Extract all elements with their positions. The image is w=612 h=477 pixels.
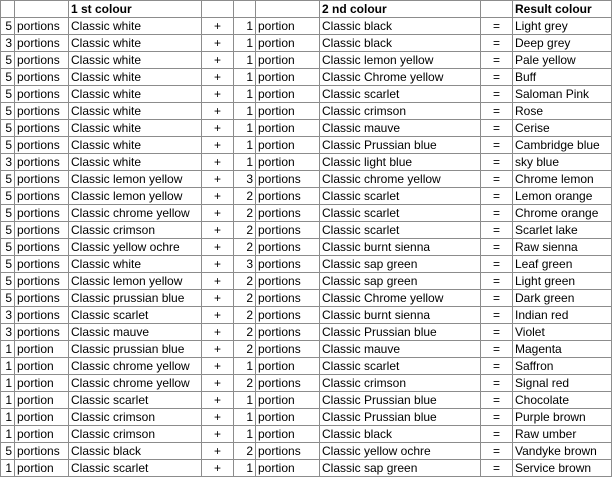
count-1-cell: 5 bbox=[1, 188, 15, 205]
result-colour-cell: Cerise bbox=[513, 120, 612, 137]
count-1-cell: 3 bbox=[1, 324, 15, 341]
second-colour-cell: Classic crimson bbox=[320, 103, 481, 120]
count-2-cell: 2 bbox=[234, 375, 256, 392]
table-row bbox=[1, 18, 612, 35]
plus-sign-cell: + bbox=[202, 239, 234, 256]
unit-1-cell: portions bbox=[15, 239, 69, 256]
plus-sign-cell: + bbox=[202, 154, 234, 171]
second-colour-cell: Classic burnt sienna bbox=[320, 307, 481, 324]
plus-sign-cell: + bbox=[202, 290, 234, 307]
first-colour-cell: Classic white bbox=[69, 103, 202, 120]
first-colour-cell: Classic white bbox=[69, 52, 202, 69]
equals-sign-cell: = bbox=[481, 171, 513, 188]
header-plus bbox=[202, 1, 234, 18]
second-colour-cell: Classic black bbox=[320, 426, 481, 443]
equals-sign-cell: = bbox=[481, 120, 513, 137]
unit-1-cell: portions bbox=[15, 307, 69, 324]
count-1-cell: 1 bbox=[1, 358, 15, 375]
result-colour-cell: Vandyke brown bbox=[513, 443, 612, 460]
unit-1-cell: portion bbox=[15, 460, 69, 477]
unit-1-cell: portions bbox=[15, 120, 69, 137]
table-row bbox=[1, 222, 612, 239]
header-second-colour: 2 nd colour bbox=[320, 1, 481, 18]
count-2-cell: 2 bbox=[234, 239, 256, 256]
result-colour-cell: Rose bbox=[513, 103, 612, 120]
unit-2-cell: portion bbox=[256, 426, 320, 443]
header-count-1 bbox=[1, 1, 15, 18]
header-row bbox=[1, 1, 612, 18]
second-colour-cell: Classic scarlet bbox=[320, 358, 481, 375]
count-1-cell: 5 bbox=[1, 86, 15, 103]
result-colour-cell: Service brown bbox=[513, 460, 612, 477]
first-colour-cell: Classic crimson bbox=[69, 222, 202, 239]
first-colour-cell: Classic crimson bbox=[69, 426, 202, 443]
first-colour-cell: Classic white bbox=[69, 86, 202, 103]
first-colour-cell: Classic white bbox=[69, 154, 202, 171]
equals-sign-cell: = bbox=[481, 324, 513, 341]
count-1-cell: 5 bbox=[1, 137, 15, 154]
count-1-cell: 5 bbox=[1, 69, 15, 86]
plus-sign-cell: + bbox=[202, 188, 234, 205]
unit-1-cell: portions bbox=[15, 443, 69, 460]
table-row bbox=[1, 358, 612, 375]
equals-sign-cell: = bbox=[481, 307, 513, 324]
unit-1-cell: portion bbox=[15, 341, 69, 358]
second-colour-cell: Classic sap green bbox=[320, 460, 481, 477]
result-colour-cell: Scarlet lake bbox=[513, 222, 612, 239]
count-2-cell: 1 bbox=[234, 358, 256, 375]
plus-sign-cell: + bbox=[202, 460, 234, 477]
plus-sign-cell: + bbox=[202, 69, 234, 86]
table-row bbox=[1, 137, 612, 154]
unit-2-cell: portions bbox=[256, 188, 320, 205]
second-colour-cell: Classic lemon yellow bbox=[320, 52, 481, 69]
plus-sign-cell: + bbox=[202, 273, 234, 290]
table-row bbox=[1, 239, 612, 256]
second-colour-cell: Classic light blue bbox=[320, 154, 481, 171]
table-row bbox=[1, 443, 612, 460]
plus-sign-cell: + bbox=[202, 256, 234, 273]
equals-sign-cell: = bbox=[481, 375, 513, 392]
result-colour-cell: sky blue bbox=[513, 154, 612, 171]
first-colour-cell: Classic white bbox=[69, 256, 202, 273]
unit-1-cell: portion bbox=[15, 392, 69, 409]
count-1-cell: 1 bbox=[1, 460, 15, 477]
second-colour-cell: Classic scarlet bbox=[320, 222, 481, 239]
header-equals bbox=[481, 1, 513, 18]
plus-sign-cell: + bbox=[202, 171, 234, 188]
equals-sign-cell: = bbox=[481, 341, 513, 358]
unit-1-cell: portions bbox=[15, 137, 69, 154]
count-1-cell: 5 bbox=[1, 205, 15, 222]
count-1-cell: 1 bbox=[1, 392, 15, 409]
first-colour-cell: Classic white bbox=[69, 137, 202, 154]
unit-2-cell: portion bbox=[256, 52, 320, 69]
count-1-cell: 5 bbox=[1, 239, 15, 256]
count-1-cell: 5 bbox=[1, 256, 15, 273]
table-row bbox=[1, 409, 612, 426]
count-2-cell: 1 bbox=[234, 69, 256, 86]
result-colour-cell: Saffron bbox=[513, 358, 612, 375]
first-colour-cell: Classic chrome yellow bbox=[69, 375, 202, 392]
table-row bbox=[1, 86, 612, 103]
table-row bbox=[1, 290, 612, 307]
count-2-cell: 1 bbox=[234, 460, 256, 477]
count-2-cell: 2 bbox=[234, 188, 256, 205]
second-colour-cell: Classic mauve bbox=[320, 120, 481, 137]
table-row bbox=[1, 205, 612, 222]
count-1-cell: 5 bbox=[1, 120, 15, 137]
second-colour-cell: Classic sap green bbox=[320, 256, 481, 273]
count-2-cell: 1 bbox=[234, 137, 256, 154]
table-row bbox=[1, 188, 612, 205]
count-2-cell: 1 bbox=[234, 392, 256, 409]
equals-sign-cell: = bbox=[481, 52, 513, 69]
unit-1-cell: portions bbox=[15, 188, 69, 205]
plus-sign-cell: + bbox=[202, 375, 234, 392]
plus-sign-cell: + bbox=[202, 341, 234, 358]
unit-2-cell: portions bbox=[256, 375, 320, 392]
result-colour-cell: Buff bbox=[513, 69, 612, 86]
result-colour-cell: Purple brown bbox=[513, 409, 612, 426]
unit-2-cell: portion bbox=[256, 137, 320, 154]
first-colour-cell: Classic crimson bbox=[69, 409, 202, 426]
first-colour-cell: Classic white bbox=[69, 69, 202, 86]
count-1-cell: 5 bbox=[1, 222, 15, 239]
equals-sign-cell: = bbox=[481, 426, 513, 443]
count-1-cell: 1 bbox=[1, 375, 15, 392]
first-colour-cell: Classic white bbox=[69, 35, 202, 52]
equals-sign-cell: = bbox=[481, 18, 513, 35]
unit-2-cell: portions bbox=[256, 205, 320, 222]
count-1-cell: 5 bbox=[1, 103, 15, 120]
table-row bbox=[1, 460, 612, 477]
plus-sign-cell: + bbox=[202, 358, 234, 375]
second-colour-cell: Classic Chrome yellow bbox=[320, 290, 481, 307]
unit-1-cell: portion bbox=[15, 426, 69, 443]
unit-2-cell: portion bbox=[256, 460, 320, 477]
count-1-cell: 5 bbox=[1, 290, 15, 307]
count-2-cell: 2 bbox=[234, 307, 256, 324]
unit-2-cell: portions bbox=[256, 256, 320, 273]
unit-2-cell: portions bbox=[256, 171, 320, 188]
equals-sign-cell: = bbox=[481, 205, 513, 222]
plus-sign-cell: + bbox=[202, 18, 234, 35]
count-2-cell: 1 bbox=[234, 409, 256, 426]
unit-2-cell: portion bbox=[256, 103, 320, 120]
equals-sign-cell: = bbox=[481, 256, 513, 273]
unit-1-cell: portions bbox=[15, 290, 69, 307]
count-2-cell: 3 bbox=[234, 171, 256, 188]
count-1-cell: 1 bbox=[1, 409, 15, 426]
count-1-cell: 3 bbox=[1, 154, 15, 171]
header-unit-2 bbox=[256, 1, 320, 18]
plus-sign-cell: + bbox=[202, 443, 234, 460]
first-colour-cell: Classic lemon yellow bbox=[69, 273, 202, 290]
result-colour-cell: Lemon orange bbox=[513, 188, 612, 205]
unit-2-cell: portions bbox=[256, 443, 320, 460]
count-1-cell: 5 bbox=[1, 443, 15, 460]
second-colour-cell: Classic Prussian blue bbox=[320, 409, 481, 426]
table-row bbox=[1, 171, 612, 188]
second-colour-cell: Classic burnt sienna bbox=[320, 239, 481, 256]
unit-2-cell: portion bbox=[256, 409, 320, 426]
table-row bbox=[1, 426, 612, 443]
second-colour-cell: Classic Prussian blue bbox=[320, 324, 481, 341]
result-colour-cell: Raw sienna bbox=[513, 239, 612, 256]
unit-1-cell: portions bbox=[15, 86, 69, 103]
unit-1-cell: portions bbox=[15, 205, 69, 222]
unit-1-cell: portion bbox=[15, 358, 69, 375]
first-colour-cell: Classic mauve bbox=[69, 324, 202, 341]
header-first-colour: 1 st colour bbox=[69, 1, 202, 18]
first-colour-cell: Classic scarlet bbox=[69, 460, 202, 477]
result-colour-cell: Chrome orange bbox=[513, 205, 612, 222]
result-colour-cell: Raw umber bbox=[513, 426, 612, 443]
plus-sign-cell: + bbox=[202, 35, 234, 52]
unit-2-cell: portions bbox=[256, 307, 320, 324]
second-colour-cell: Classic mauve bbox=[320, 341, 481, 358]
plus-sign-cell: + bbox=[202, 324, 234, 341]
count-1-cell: 5 bbox=[1, 52, 15, 69]
unit-1-cell: portions bbox=[15, 222, 69, 239]
plus-sign-cell: + bbox=[202, 120, 234, 137]
result-colour-cell: Deep grey bbox=[513, 35, 612, 52]
unit-1-cell: portions bbox=[15, 273, 69, 290]
count-2-cell: 2 bbox=[234, 324, 256, 341]
plus-sign-cell: + bbox=[202, 222, 234, 239]
table-row bbox=[1, 341, 612, 358]
unit-1-cell: portions bbox=[15, 69, 69, 86]
second-colour-cell: Classic chrome yellow bbox=[320, 171, 481, 188]
result-colour-cell: Violet bbox=[513, 324, 612, 341]
table-row bbox=[1, 120, 612, 137]
unit-1-cell: portions bbox=[15, 324, 69, 341]
table-row bbox=[1, 256, 612, 273]
count-1-cell: 5 bbox=[1, 18, 15, 35]
result-colour-cell: Chrome lemon bbox=[513, 171, 612, 188]
equals-sign-cell: = bbox=[481, 35, 513, 52]
table-body bbox=[1, 18, 612, 477]
first-colour-cell: Classic yellow ochre bbox=[69, 239, 202, 256]
count-2-cell: 2 bbox=[234, 273, 256, 290]
count-1-cell: 3 bbox=[1, 307, 15, 324]
table-row bbox=[1, 35, 612, 52]
count-1-cell: 1 bbox=[1, 426, 15, 443]
count-1-cell: 5 bbox=[1, 273, 15, 290]
result-colour-cell: Signal red bbox=[513, 375, 612, 392]
second-colour-cell: Classic Prussian blue bbox=[320, 137, 481, 154]
unit-2-cell: portion bbox=[256, 358, 320, 375]
count-2-cell: 1 bbox=[234, 52, 256, 69]
equals-sign-cell: = bbox=[481, 137, 513, 154]
result-colour-cell: Indian red bbox=[513, 307, 612, 324]
unit-2-cell: portions bbox=[256, 341, 320, 358]
second-colour-cell: Classic sap green bbox=[320, 273, 481, 290]
first-colour-cell: Classic white bbox=[69, 120, 202, 137]
first-colour-cell: Classic lemon yellow bbox=[69, 171, 202, 188]
unit-1-cell: portions bbox=[15, 103, 69, 120]
table-row bbox=[1, 307, 612, 324]
equals-sign-cell: = bbox=[481, 103, 513, 120]
unit-2-cell: portion bbox=[256, 35, 320, 52]
plus-sign-cell: + bbox=[202, 86, 234, 103]
result-colour-cell: Light green bbox=[513, 273, 612, 290]
count-2-cell: 1 bbox=[234, 120, 256, 137]
table-row bbox=[1, 154, 612, 171]
table-row bbox=[1, 392, 612, 409]
result-colour-cell: Magenta bbox=[513, 341, 612, 358]
plus-sign-cell: + bbox=[202, 409, 234, 426]
result-colour-cell: Leaf green bbox=[513, 256, 612, 273]
table-row bbox=[1, 273, 612, 290]
equals-sign-cell: = bbox=[481, 443, 513, 460]
count-2-cell: 1 bbox=[234, 35, 256, 52]
equals-sign-cell: = bbox=[481, 392, 513, 409]
unit-2-cell: portion bbox=[256, 392, 320, 409]
header-unit-1 bbox=[15, 1, 69, 18]
unit-1-cell: portions bbox=[15, 18, 69, 35]
second-colour-cell: Classic Chrome yellow bbox=[320, 69, 481, 86]
count-2-cell: 2 bbox=[234, 290, 256, 307]
plus-sign-cell: + bbox=[202, 137, 234, 154]
plus-sign-cell: + bbox=[202, 307, 234, 324]
equals-sign-cell: = bbox=[481, 358, 513, 375]
equals-sign-cell: = bbox=[481, 86, 513, 103]
first-colour-cell: Classic white bbox=[69, 18, 202, 35]
count-2-cell: 2 bbox=[234, 205, 256, 222]
equals-sign-cell: = bbox=[481, 460, 513, 477]
unit-1-cell: portions bbox=[15, 52, 69, 69]
equals-sign-cell: = bbox=[481, 188, 513, 205]
count-2-cell: 1 bbox=[234, 103, 256, 120]
unit-2-cell: portions bbox=[256, 324, 320, 341]
unit-2-cell: portion bbox=[256, 86, 320, 103]
equals-sign-cell: = bbox=[481, 409, 513, 426]
table-row bbox=[1, 69, 612, 86]
count-2-cell: 1 bbox=[234, 426, 256, 443]
first-colour-cell: Classic chrome yellow bbox=[69, 205, 202, 222]
table-row bbox=[1, 324, 612, 341]
result-colour-cell: Light grey bbox=[513, 18, 612, 35]
count-2-cell: 3 bbox=[234, 256, 256, 273]
second-colour-cell: Classic scarlet bbox=[320, 188, 481, 205]
unit-1-cell: portions bbox=[15, 171, 69, 188]
unit-2-cell: portions bbox=[256, 273, 320, 290]
unit-2-cell: portion bbox=[256, 154, 320, 171]
unit-1-cell: portion bbox=[15, 409, 69, 426]
equals-sign-cell: = bbox=[481, 154, 513, 171]
unit-1-cell: portions bbox=[15, 256, 69, 273]
first-colour-cell: Classic lemon yellow bbox=[69, 188, 202, 205]
unit-2-cell: portions bbox=[256, 222, 320, 239]
plus-sign-cell: + bbox=[202, 103, 234, 120]
equals-sign-cell: = bbox=[481, 69, 513, 86]
result-colour-cell: Dark green bbox=[513, 290, 612, 307]
unit-2-cell: portion bbox=[256, 120, 320, 137]
unit-2-cell: portion bbox=[256, 18, 320, 35]
equals-sign-cell: = bbox=[481, 239, 513, 256]
unit-1-cell: portion bbox=[15, 375, 69, 392]
second-colour-cell: Classic crimson bbox=[320, 375, 481, 392]
header-result-colour: Result colour bbox=[513, 1, 612, 18]
first-colour-cell: Classic scarlet bbox=[69, 307, 202, 324]
second-colour-cell: Classic black bbox=[320, 35, 481, 52]
table-row bbox=[1, 375, 612, 392]
table-row bbox=[1, 52, 612, 69]
count-2-cell: 2 bbox=[234, 443, 256, 460]
equals-sign-cell: = bbox=[481, 273, 513, 290]
count-2-cell: 1 bbox=[234, 86, 256, 103]
first-colour-cell: Classic prussian blue bbox=[69, 290, 202, 307]
unit-2-cell: portions bbox=[256, 239, 320, 256]
count-2-cell: 1 bbox=[234, 154, 256, 171]
first-colour-cell: Classic prussian blue bbox=[69, 341, 202, 358]
plus-sign-cell: + bbox=[202, 52, 234, 69]
plus-sign-cell: + bbox=[202, 392, 234, 409]
plus-sign-cell: + bbox=[202, 426, 234, 443]
second-colour-cell: Classic black bbox=[320, 18, 481, 35]
unit-1-cell: portions bbox=[15, 35, 69, 52]
count-1-cell: 3 bbox=[1, 35, 15, 52]
result-colour-cell: Saloman Pink bbox=[513, 86, 612, 103]
table-row bbox=[1, 103, 612, 120]
count-2-cell: 1 bbox=[234, 18, 256, 35]
unit-2-cell: portion bbox=[256, 69, 320, 86]
count-2-cell: 2 bbox=[234, 341, 256, 358]
equals-sign-cell: = bbox=[481, 290, 513, 307]
first-colour-cell: Classic chrome yellow bbox=[69, 358, 202, 375]
first-colour-cell: Classic scarlet bbox=[69, 392, 202, 409]
first-colour-cell: Classic black bbox=[69, 443, 202, 460]
result-colour-cell: Chocolate bbox=[513, 392, 612, 409]
second-colour-cell: Classic scarlet bbox=[320, 205, 481, 222]
second-colour-cell: Classic yellow ochre bbox=[320, 443, 481, 460]
second-colour-cell: Classic Prussian blue bbox=[320, 392, 481, 409]
equals-sign-cell: = bbox=[481, 222, 513, 239]
unit-1-cell: portions bbox=[15, 154, 69, 171]
second-colour-cell: Classic scarlet bbox=[320, 86, 481, 103]
result-colour-cell: Pale yellow bbox=[513, 52, 612, 69]
unit-2-cell: portions bbox=[256, 290, 320, 307]
count-1-cell: 5 bbox=[1, 171, 15, 188]
result-colour-cell: Cambridge blue bbox=[513, 137, 612, 154]
header-count-2 bbox=[234, 1, 256, 18]
plus-sign-cell: + bbox=[202, 205, 234, 222]
count-2-cell: 2 bbox=[234, 222, 256, 239]
count-1-cell: 1 bbox=[1, 341, 15, 358]
